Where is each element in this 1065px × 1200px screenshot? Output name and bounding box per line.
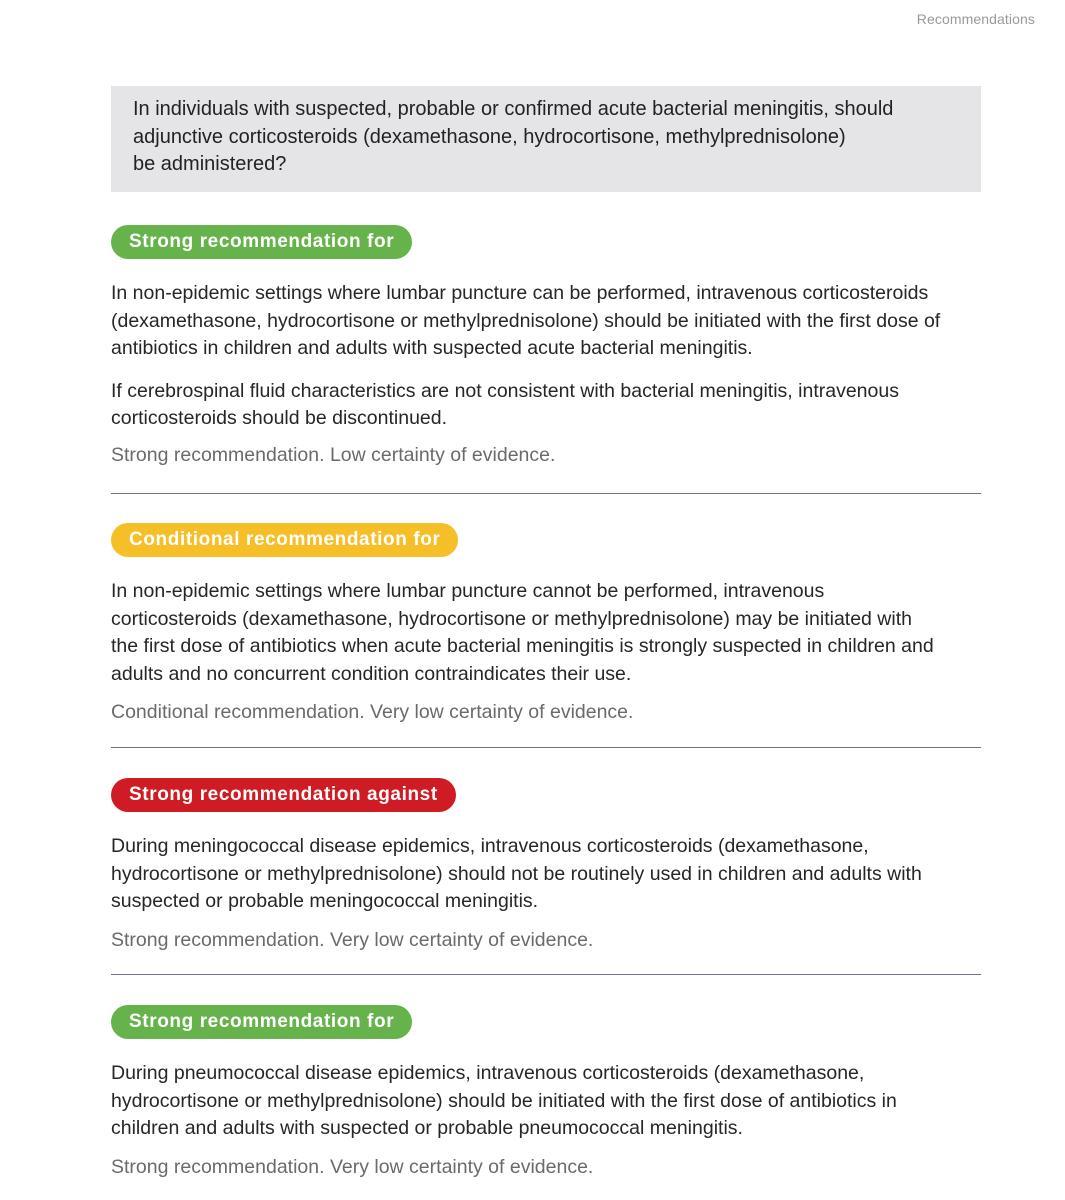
evidence-strength: Strong recommendation. Very low certainty of evidence. — [111, 1155, 594, 1178]
running-header: Recommendations — [916, 11, 1035, 27]
section-divider — [111, 747, 981, 748]
recommendation-4 — [111, 1005, 981, 1181]
section-divider — [111, 974, 981, 975]
question-line: be administered? — [133, 153, 287, 175]
evidence-strength: Conditional recommendation. Very low certainty of evidence. — [111, 701, 634, 723]
section-divider — [111, 493, 981, 494]
recommendation-text: In non-epidemic settings where lumbar puncture cannot be performed, intravenous corticosteroids (dexamethasone, hydrocortisone or methylprednisolone) may be initiated with the first dose of antibiotics when acute bacterial meningitis is strongly suspected in children and adults and no concurrent condition contraindicates their use. — [111, 580, 934, 685]
recommendation-3 — [111, 778, 981, 954]
strong-for-badge: Strong recommendation for — [111, 225, 412, 259]
recommendation-text: During meningococcal disease epidemics, intravenous corticosteroids (dexamethasone, hydrocortisone or methylprednisolone) should not be routinely used in children and adults with suspected or probable meningococcal meningitis. — [111, 835, 922, 912]
strong-for-badge: Strong recommendation for — [111, 1005, 412, 1039]
evidence-strength: Strong recommendation. Low certainty of evidence. — [111, 443, 556, 466]
recommendation-text: If cerebrospinal fluid characteristics are not consistent with bacterial meningitis, intravenous corticosteroids should be discontinued. — [111, 379, 899, 429]
recommendation-2 — [111, 523, 981, 727]
question-line: In individuals with suspected, probable or confirmed acute bacterial meningitis, should — [133, 98, 894, 120]
key-question-box — [111, 86, 981, 192]
question-line: adjunctive corticosteroids (dexamethasone, hydrocortisone, methylprednisolone) — [133, 125, 846, 148]
evidence-strength: Strong recommendation. Very low certainty of evidence. — [111, 928, 594, 951]
recommendation-text: In non-epidemic settings where lumbar puncture can be performed, intravenous corticosteroids (dexamethasone, hydrocortisone or methylprednisolone) should be initiated with the first dose of antibiotics in children and adults with suspected acute bacterial meningitis. — [111, 282, 941, 359]
conditional-for-badge: Conditional recommendation for — [111, 523, 458, 557]
recommendation-text: During pneumococcal disease epidemics, intravenous corticosteroids (dexamethasone, hydrocortisone or methylprednisolone) should be initiated with the first dose of antibiotics in children and adults with suspected or probable pneumococcal meningitis. — [111, 1062, 897, 1139]
strong-against-badge: Strong recommendation against — [111, 778, 456, 812]
recommendation-1 — [111, 225, 981, 469]
